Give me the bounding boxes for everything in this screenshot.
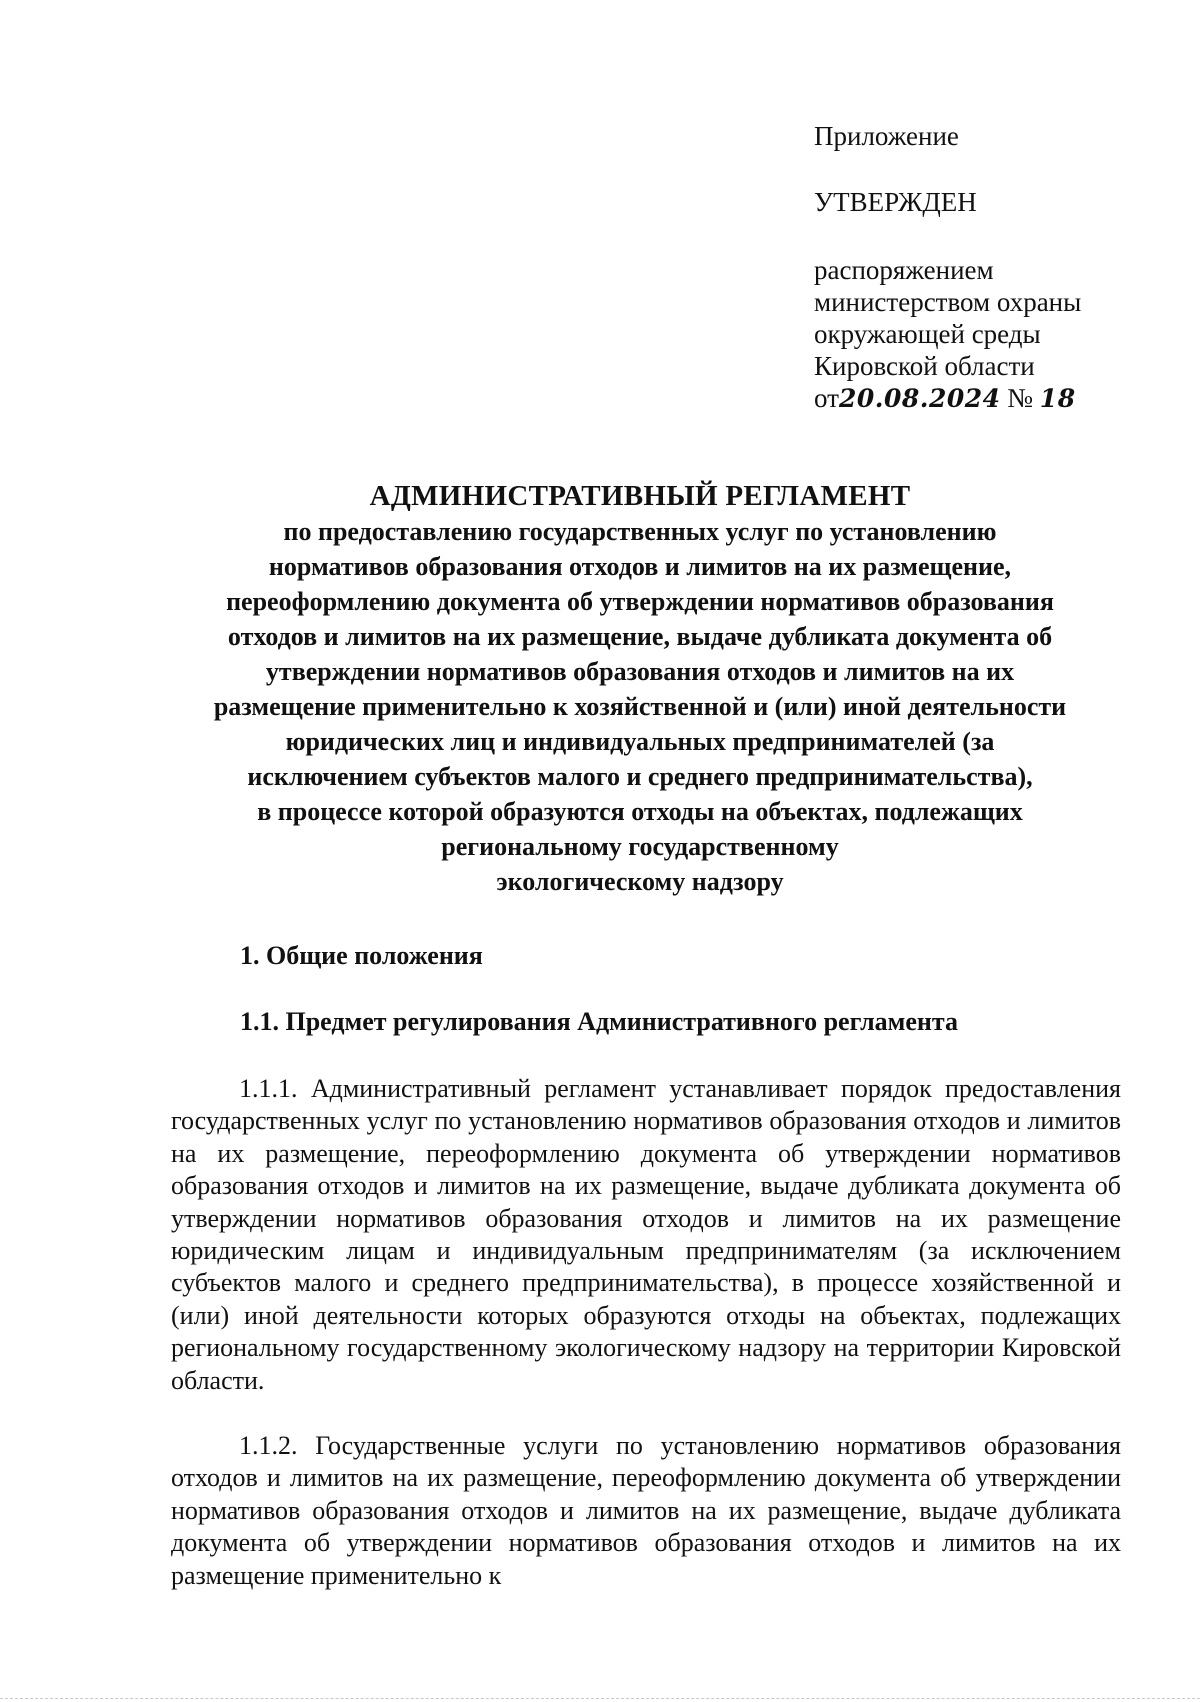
subtitle-line: экологическому надзору <box>496 867 784 896</box>
subtitle-line: отходов и лимитов на их размещение, выдаче дубликата документа об <box>227 622 1053 651</box>
order-line: министерством охраны <box>814 287 1082 317</box>
appendix-label: Приложение <box>814 121 959 151</box>
subtitle-line: в процессе которой образуются отходы на объектах, подлежащих <box>257 797 1023 826</box>
scan-edge-line <box>0 1698 1200 1700</box>
subtitle-line: исключением субъектов малого и среднего предпринимательства), <box>247 762 1033 791</box>
subtitle-line: нормативов образования отходов и лимитов на их размещение, <box>268 552 1012 581</box>
order-date-line <box>814 382 1081 415</box>
handwritten-number: 18 <box>1039 384 1076 413</box>
paragraph-text: 1.1.2. Государственные услуги по установлению нормативов образования отходов и лимитов на их размещение, переоформлению документа об утверждении нормативов образования отходов и лимитов на их размещение, выдаче дубликата документа об утверждении нормативов образования отходов и лимитов на их размещение применительно к <box>171 1431 1121 1590</box>
section-heading: 1. Общие положения <box>240 941 483 970</box>
order-line: окружающей среды <box>814 319 1041 349</box>
date-prefix: от <box>814 383 839 413</box>
subtitle-line: размещение применительно к хозяйственной и (или) иной деятельности <box>213 692 1067 721</box>
body-paragraph-1-1-1 <box>171 1073 1121 1397</box>
number-prefix: № <box>1007 383 1034 413</box>
subsection-heading: 1.1. Предмет регулирования Административного регламента <box>240 1007 958 1036</box>
subtitle-line: региональному государственному <box>441 832 839 861</box>
approved-label: УТВЕРЖДЕН <box>814 187 977 217</box>
subtitle-line: по предоставлению государственных услуг по установлению <box>283 517 997 546</box>
approval-order-block <box>814 254 1081 415</box>
document-title: АДМИНИСТРАТИВНЫЙ РЕГЛАМЕНТ <box>369 480 911 512</box>
document-title-block <box>160 478 1120 899</box>
body-paragraph-1-1-2 <box>171 1430 1121 1592</box>
document-subtitle <box>160 514 1120 899</box>
subtitle-line: переоформлению документа об утверждении нормативов образования <box>226 587 1054 616</box>
order-line: Кировской области <box>814 351 1035 381</box>
paragraph-text: 1.1.1. Административный регламент устанавливает порядок предоставления государственных услуг по установлению нормативов образования отходов и лимитов на их размещение, переоформлению документа об утверждении нормативов образования отходов и лимитов на их размещение, выдаче дубликата документа об утверждении нормативов образования отходов и лимитов на их размещение юридическим лицам и индивидуальным предпринимателям (за исключением субъектов малого и среднего предпринимательства), в процессе хозяйственной и (или) иной деятельности которых образуются отходы на объектах, подлежащих региональному государственному экологическому надзору на территории Кировской области. <box>171 1074 1121 1395</box>
subtitle-line: утверждении нормативов образования отходов и лимитов на их <box>265 657 1015 686</box>
subtitle-line: юридических лиц и индивидуальных предпринимателей (за <box>285 727 995 756</box>
handwritten-date: 20.08.2024 <box>838 384 1001 413</box>
order-line: распоряжением <box>814 255 994 285</box>
